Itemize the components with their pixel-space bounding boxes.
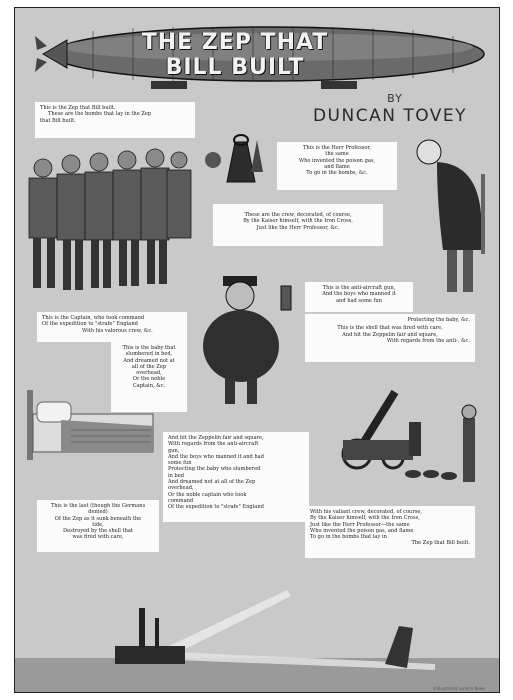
verse-line: denied) bbox=[88, 509, 108, 516]
verse-line: And the boys who manned it and had bbox=[168, 453, 264, 460]
author-name: DUNCAN TOVEY bbox=[312, 106, 468, 126]
verse-line: By the Kaiser himself, with the Iron Cross, bbox=[243, 218, 353, 225]
credit-line: ©Illustrated London News bbox=[433, 686, 486, 691]
verse-line: Who invented the poison gas, bbox=[298, 157, 376, 164]
verse-line: With his valorous crew, &c. bbox=[82, 327, 153, 334]
verse-line: Destroyed by the shell that bbox=[63, 528, 133, 535]
verse-line: Of the Zep as it sunk beneath the bbox=[54, 515, 142, 522]
verse-line: The Zep that Bill built. bbox=[411, 540, 470, 547]
verse-line: overhead, bbox=[168, 485, 194, 492]
crew-illustration bbox=[17, 148, 197, 298]
verse-valiant-crew bbox=[305, 506, 475, 558]
verse-line: in bed bbox=[168, 472, 185, 479]
verse-line: Or the noble captain who took bbox=[168, 491, 247, 498]
verse-line: This is the last (though the Germans bbox=[50, 503, 146, 509]
bombs-illustration bbox=[197, 122, 267, 192]
verse-line: the same bbox=[325, 151, 349, 158]
verse-line: These are the crew, decorated, of course, bbox=[244, 212, 352, 218]
verse-line: Protecting the baby who slumbered bbox=[168, 466, 261, 473]
verse-line: And dreamed not at all of the Zep bbox=[168, 479, 256, 486]
verse-last-of-the-zep bbox=[37, 500, 159, 552]
byline: BY bbox=[387, 92, 403, 105]
verse-line: some fun bbox=[168, 460, 192, 467]
verse-line: With his valiant crew, decorated, of course, bbox=[310, 509, 422, 515]
verse-line: And the boys who manned it bbox=[322, 291, 396, 298]
verse-line: Who invented the poison gas, and flame bbox=[310, 527, 414, 534]
verse-line: To go in the bombs, &c. bbox=[306, 170, 368, 177]
anti-aircraft-gun-illustration bbox=[313, 378, 499, 498]
verse-line: These are the bombs that lay in the Zep bbox=[48, 111, 152, 118]
verse-line: This is the Zep that Bill built. bbox=[40, 105, 116, 111]
verse-line: all of the Zep bbox=[131, 363, 167, 370]
verse-herr-professor bbox=[277, 142, 397, 190]
verse-line: With regards from the anti-aircraft bbox=[168, 441, 259, 448]
verse-the-crew bbox=[213, 204, 383, 246]
verse-line: command bbox=[168, 497, 194, 504]
verse-the-baby bbox=[111, 342, 187, 412]
verse-line: tide, bbox=[92, 521, 104, 528]
captain-illustration bbox=[195, 274, 305, 414]
verse-line: This is the shell that was fired with care, bbox=[337, 325, 443, 332]
verse-line: that Bill built. bbox=[40, 117, 76, 124]
verse-line: was fired with care, bbox=[72, 534, 124, 541]
verse-line: This is the baby that bbox=[122, 345, 176, 351]
verse-anti-aircraft-gun bbox=[305, 282, 413, 312]
verse-line: Of the expedition to "strafe" England bbox=[42, 321, 138, 328]
verse-line: Just like the Herr Professor, &c. bbox=[256, 224, 340, 231]
verse-the-captain bbox=[37, 312, 187, 342]
verse-the-shell bbox=[305, 314, 475, 362]
verse-line: With regards from the anti-, &c. bbox=[386, 337, 470, 344]
poster-title: THE ZEP THAT BILL BUILT bbox=[141, 30, 329, 80]
verse-line: Protecting the baby, &c. bbox=[407, 317, 470, 323]
poster bbox=[14, 7, 500, 693]
verse-line: Or the noble bbox=[132, 376, 166, 383]
verse-line: gun, bbox=[168, 447, 180, 454]
verse-line: To go in the bombs that lay in bbox=[310, 534, 387, 541]
professor-illustration bbox=[407, 134, 499, 304]
verse-line: Just like the Herr Professor—the same bbox=[310, 521, 410, 528]
verse-line: And hit the Zeppelin fair and square, bbox=[342, 331, 438, 338]
verse-line: This is the anti-aircraft gun, bbox=[322, 285, 396, 291]
verse-line: overhead, bbox=[136, 370, 162, 377]
verse-line: And dreamed not at bbox=[123, 357, 175, 364]
verse-line: slumbered in bed, bbox=[125, 351, 173, 358]
verse-zep-that-bill-built bbox=[35, 102, 195, 138]
verse-line: This is the Herr Professor, bbox=[303, 145, 371, 151]
verse-line: Of the expedition to "strafe" England bbox=[168, 504, 264, 511]
verse-line: Captain, &c. bbox=[132, 382, 166, 389]
sinking-zeppelin-illustration bbox=[15, 568, 500, 693]
verse-hit-the-zeppelin bbox=[163, 432, 309, 522]
verse-line: This is the Captain, who took command bbox=[42, 315, 145, 321]
verse-line: and flame bbox=[324, 163, 350, 170]
verse-line: By the Kaiser himself, with the Iron Cross, bbox=[310, 515, 420, 522]
verse-line: and had some fun bbox=[336, 297, 382, 304]
verse-line: And hit the Zeppelin fair and square, bbox=[168, 435, 264, 441]
